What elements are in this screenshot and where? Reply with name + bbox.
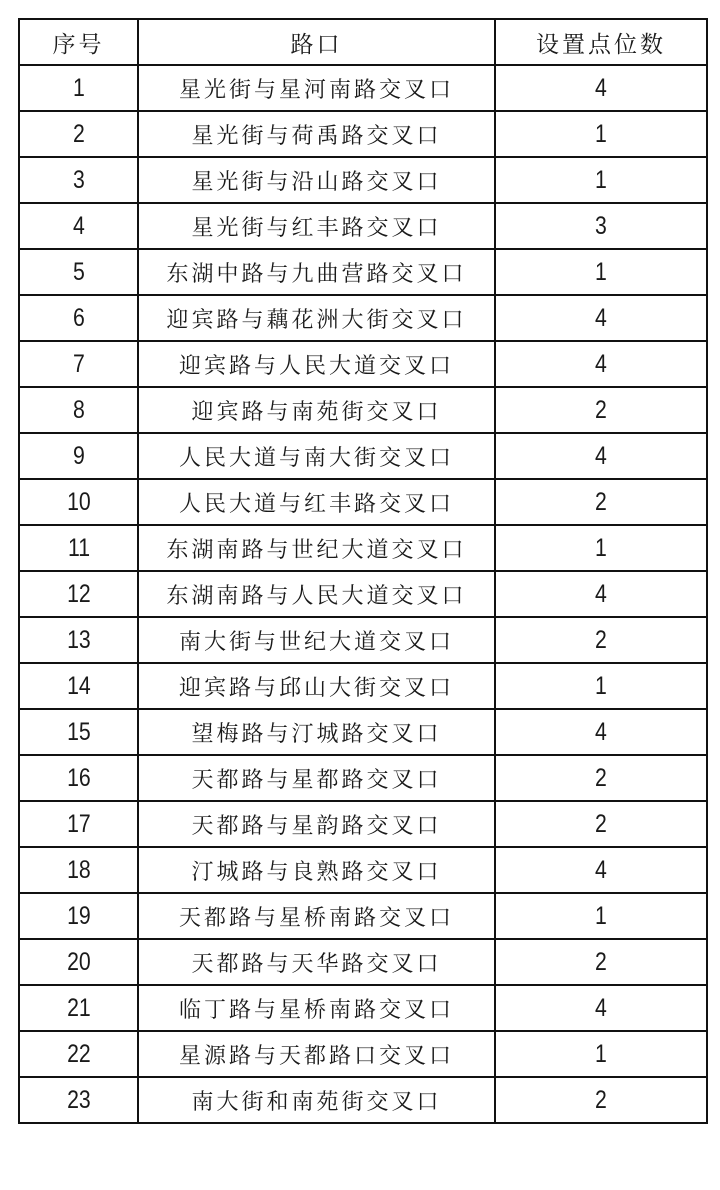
point-count-cell-value: 4 (595, 303, 607, 332)
serial-number-cell-value: 16 (66, 763, 91, 792)
serial-number-cell-value: 2 (72, 119, 85, 148)
point-count-cell (495, 249, 707, 295)
serial-number-cell-value: 20 (66, 947, 91, 976)
serial-number-cell (19, 249, 138, 295)
serial-number-cell-value: 12 (66, 579, 91, 608)
serial-number-cell (19, 203, 138, 249)
serial-number-cell-value: 13 (66, 625, 91, 654)
intersection-cell: 星光街与荷禹路交叉口 (138, 111, 495, 157)
serial-number-cell (19, 433, 138, 479)
point-count-cell-value: 2 (595, 487, 607, 516)
intersection-cell: 星源路与天都路口交叉口 (138, 1031, 495, 1077)
header-serial-number: 序号 (19, 19, 138, 65)
point-count-cell (495, 203, 707, 249)
point-count-cell (495, 571, 707, 617)
intersection-cell: 迎宾路与邱山大街交叉口 (138, 663, 495, 709)
serial-number-cell (19, 387, 138, 433)
table-row (19, 663, 707, 709)
table-row (19, 157, 707, 203)
point-count-cell-value: 4 (595, 579, 607, 608)
point-count-cell (495, 893, 707, 939)
table-row (19, 1077, 707, 1123)
serial-number-cell (19, 847, 138, 893)
point-count-cell-value: 1 (595, 1039, 607, 1068)
serial-number-cell-value: 5 (72, 257, 85, 286)
intersection-cell: 天都路与星桥南路交叉口 (138, 893, 495, 939)
table-row (19, 203, 707, 249)
point-count-cell (495, 939, 707, 985)
table-row (19, 755, 707, 801)
header-intersection: 路口 (138, 19, 495, 65)
serial-number-cell-value: 10 (66, 487, 91, 516)
point-count-cell-value: 1 (595, 533, 607, 562)
intersection-cell: 迎宾路与人民大道交叉口 (138, 341, 495, 387)
serial-number-cell (19, 341, 138, 387)
serial-number-cell-value: 4 (72, 211, 85, 240)
intersection-cell: 星光街与星河南路交叉口 (138, 65, 495, 111)
serial-number-cell-value: 15 (66, 717, 91, 746)
serial-number-cell (19, 663, 138, 709)
point-count-cell (495, 985, 707, 1031)
serial-number-cell-value: 11 (67, 533, 90, 562)
point-count-cell-value: 2 (595, 763, 607, 792)
point-count-cell-value: 4 (595, 73, 607, 102)
intersection-cell: 天都路与星都路交叉口 (138, 755, 495, 801)
point-count-cell (495, 433, 707, 479)
intersection-table (18, 18, 708, 1124)
point-count-cell-value: 4 (595, 717, 607, 746)
intersection-cell: 人民大道与红丰路交叉口 (138, 479, 495, 525)
table-row (19, 571, 707, 617)
table-row (19, 65, 707, 111)
point-count-cell (495, 1031, 707, 1077)
point-count-cell-value: 2 (595, 809, 607, 838)
serial-number-cell (19, 1077, 138, 1123)
intersection-cell: 临丁路与星桥南路交叉口 (138, 985, 495, 1031)
point-count-cell-value: 3 (595, 211, 607, 240)
serial-number-cell (19, 985, 138, 1031)
intersection-cell: 南大街和南苑街交叉口 (138, 1077, 495, 1123)
serial-number-cell (19, 617, 138, 663)
serial-number-cell-value: 18 (66, 855, 91, 884)
intersection-cell: 天都路与天华路交叉口 (138, 939, 495, 985)
table-row (19, 111, 707, 157)
serial-number-cell-value: 6 (72, 303, 85, 332)
intersection-cell: 东湖中路与九曲营路交叉口 (138, 249, 495, 295)
serial-number-cell (19, 939, 138, 985)
point-count-cell (495, 479, 707, 525)
intersection-cell: 迎宾路与藕花洲大街交叉口 (138, 295, 495, 341)
point-count-cell-value: 1 (595, 257, 607, 286)
point-count-cell (495, 387, 707, 433)
serial-number-cell (19, 893, 138, 939)
serial-number-cell-value: 14 (66, 671, 91, 700)
point-count-cell-value: 1 (595, 119, 607, 148)
intersection-cell: 人民大道与南大街交叉口 (138, 433, 495, 479)
intersection-cell: 天都路与星韵路交叉口 (138, 801, 495, 847)
table-row (19, 801, 707, 847)
serial-number-cell-value: 3 (72, 165, 85, 194)
serial-number-cell-value: 19 (66, 901, 91, 930)
point-count-cell-value: 1 (595, 671, 607, 700)
point-count-cell (495, 341, 707, 387)
point-count-cell-value: 1 (595, 165, 607, 194)
serial-number-cell (19, 571, 138, 617)
point-count-cell (495, 525, 707, 571)
table-row (19, 1031, 707, 1077)
serial-number-cell (19, 801, 138, 847)
point-count-cell (495, 111, 707, 157)
intersection-cell: 东湖南路与人民大道交叉口 (138, 571, 495, 617)
intersection-cell: 星光街与红丰路交叉口 (138, 203, 495, 249)
point-count-cell (495, 755, 707, 801)
point-count-cell-value: 2 (595, 395, 607, 424)
intersection-cell: 迎宾路与南苑街交叉口 (138, 387, 495, 433)
point-count-cell (495, 1077, 707, 1123)
serial-number-cell (19, 755, 138, 801)
serial-number-cell (19, 65, 138, 111)
intersection-cell: 南大街与世纪大道交叉口 (138, 617, 495, 663)
point-count-cell-value: 2 (595, 1085, 607, 1114)
point-count-cell (495, 847, 707, 893)
point-count-cell-value: 1 (595, 901, 607, 930)
table-row (19, 433, 707, 479)
point-count-cell (495, 709, 707, 755)
table-row (19, 295, 707, 341)
table-row (19, 387, 707, 433)
serial-number-cell-value: 7 (72, 349, 85, 378)
header-point-count: 设置点位数 (495, 19, 707, 65)
serial-number-cell (19, 157, 138, 203)
table-row (19, 479, 707, 525)
point-count-cell (495, 157, 707, 203)
serial-number-cell-value: 9 (72, 441, 85, 470)
point-count-cell-value: 2 (595, 625, 607, 654)
intersection-cell: 东湖南路与世纪大道交叉口 (138, 525, 495, 571)
point-count-cell (495, 295, 707, 341)
serial-number-cell-value: 8 (72, 395, 85, 424)
serial-number-cell (19, 111, 138, 157)
point-count-cell-value: 4 (595, 349, 607, 378)
point-count-cell-value: 4 (595, 441, 607, 470)
table-row (19, 893, 707, 939)
point-count-cell-value: 4 (595, 855, 607, 884)
serial-number-cell-value: 21 (66, 993, 91, 1022)
table-row (19, 249, 707, 295)
serial-number-cell (19, 295, 138, 341)
intersection-cell: 汀城路与良熟路交叉口 (138, 847, 495, 893)
table-row (19, 525, 707, 571)
point-count-cell (495, 617, 707, 663)
serial-number-cell (19, 525, 138, 571)
intersection-cell: 望梅路与汀城路交叉口 (138, 709, 495, 755)
table-row (19, 985, 707, 1031)
table-row (19, 341, 707, 387)
table-header-row (19, 19, 707, 65)
serial-number-cell-value: 23 (66, 1085, 91, 1114)
serial-number-cell-value: 22 (66, 1039, 91, 1068)
point-count-cell (495, 65, 707, 111)
table-row (19, 939, 707, 985)
point-count-cell (495, 663, 707, 709)
serial-number-cell (19, 479, 138, 525)
serial-number-cell-value: 1 (72, 73, 85, 102)
table-row (19, 847, 707, 893)
table-row (19, 709, 707, 755)
serial-number-cell (19, 1031, 138, 1077)
point-count-cell-value: 4 (595, 993, 607, 1022)
table-row (19, 617, 707, 663)
point-count-cell-value: 2 (595, 947, 607, 976)
serial-number-cell (19, 709, 138, 755)
point-count-cell (495, 801, 707, 847)
intersection-cell: 星光街与沿山路交叉口 (138, 157, 495, 203)
serial-number-cell-value: 17 (66, 809, 91, 838)
